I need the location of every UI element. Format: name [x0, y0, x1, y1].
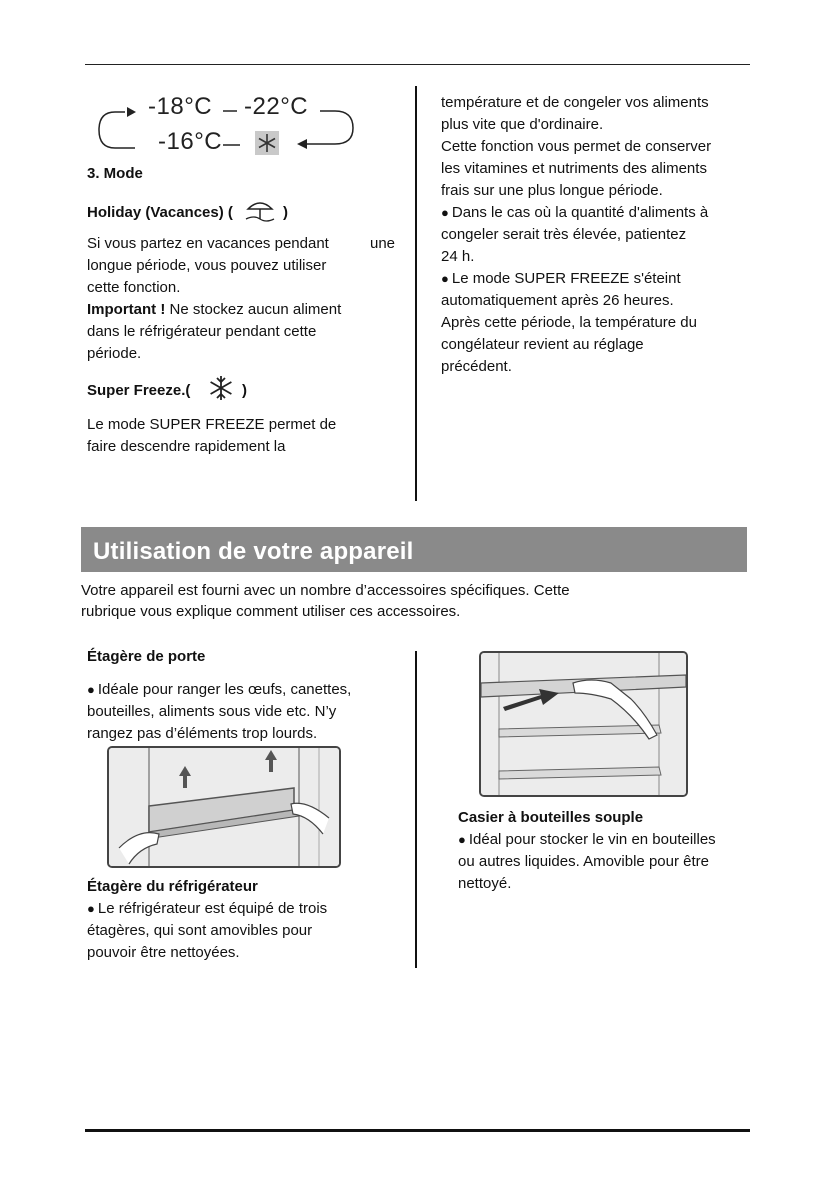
super-freeze-line-1: Le mode SUPER FREEZE permet de — [87, 416, 337, 433]
right-line-7: congélateur revient au réglage — [441, 336, 644, 353]
bottle-rack-heading: Casier à bouteilles souple — [458, 809, 644, 826]
door-shelf-line-2: bouteilles, aliments sous vide etc. N’y — [87, 703, 337, 720]
fridge-shelf-line-1: ● Le réfrigérateur est équipé de trois — [87, 898, 327, 920]
holiday-heading-close: ) — [283, 204, 288, 221]
column-divider-bottom — [415, 651, 417, 968]
bottle-rack-line-2: ou autres liquides. Amovible pour être — [458, 853, 709, 870]
fridge-shelf-heading: Étagère du réfrigérateur — [87, 878, 258, 895]
important-rest: Ne stockez aucun aliment — [165, 301, 342, 318]
right-line-3: Cette fonction vous permet de conserver — [441, 138, 712, 155]
super-freeze-line-2: faire descendre rapidement la — [87, 438, 286, 455]
door-shelf-heading: Étagère de porte — [87, 648, 206, 665]
holiday-umbrella-icon — [244, 197, 276, 223]
temperature-cycle-diagram — [95, 90, 365, 160]
section-title-banner: Utilisation de votre appareil — [81, 527, 747, 572]
section-intro-line-1: Votre appareil est fourni avec un nombre d’accessoires spécifiques. Cette — [81, 582, 570, 599]
right-bullet-1-line-2: congeler serait très élevée, patientez — [441, 226, 687, 243]
right-line-4: les vitamines et nutriments des aliments — [441, 160, 707, 177]
arrow-head-left — [297, 139, 307, 149]
door-shelf-illustration — [107, 746, 341, 868]
temp-minus-16: -16°C — [158, 128, 223, 155]
door-shelf-line-3: rangez pas d’éléments trop lourds. — [87, 725, 318, 742]
top-rule — [85, 64, 750, 65]
right-bullet-1-line-3: 24 h. — [441, 248, 475, 265]
holiday-text-line-1: Si vous partez en vacances pendant — [87, 235, 329, 252]
mode-heading: 3. Mode — [87, 165, 143, 182]
section-intro-line-2: rubrique vous explique comment utiliser ces accessoires. — [81, 603, 461, 620]
bottle-rack-line-3: nettoyé. — [458, 875, 512, 892]
right-bullet-2-line-2: automatiquement après 26 heures. — [441, 292, 674, 309]
important-line-1 — [87, 299, 341, 321]
fridge-shelf-line-3: pouvoir être nettoyées. — [87, 944, 240, 961]
arrow-head-right — [127, 107, 136, 117]
column-divider-top — [415, 86, 417, 501]
important-line-3: période. — [87, 345, 142, 362]
bottle-rack-line-1: ● Idéal pour stocker le vin en bouteilles — [458, 829, 716, 851]
temp-minus-18: -18°C — [148, 93, 213, 120]
bottom-rule — [85, 1129, 750, 1132]
holiday-text-line-3: cette fonction. — [87, 279, 181, 296]
cycle-arrow-left — [99, 112, 135, 148]
fridge-shelf-illustration — [479, 651, 688, 797]
cycle-arrow-right — [307, 111, 353, 144]
right-line-5: frais sur une plus longue période. — [441, 182, 663, 199]
holiday-heading: Holiday (Vacances) ( — [87, 204, 233, 221]
holiday-text-line-1b: une — [370, 235, 396, 252]
right-line-8: précédent. — [441, 358, 512, 375]
right-bullet-2-line-1: ● Le mode SUPER FREEZE s'éteint — [441, 268, 681, 290]
super-freeze-heading-close: ) — [242, 382, 247, 399]
right-line-1: température et de congeler vos aliments — [441, 94, 709, 111]
holiday-text-line-2: longue période, vous pouvez utiliser — [87, 257, 327, 274]
super-freeze-heading: Super Freeze.( — [87, 382, 191, 399]
right-bullet-1-line-1: ● Dans le cas où la quantité d'aliments à — [441, 202, 708, 224]
right-line-2: plus vite que d'ordinaire. — [441, 116, 604, 133]
right-line-6: Après cette période, la température du — [441, 314, 697, 331]
fridge-shelf-line-2: étagères, qui sont amovibles pour — [87, 922, 313, 939]
important-label: Important ! — [87, 301, 166, 318]
super-freeze-snowflake-icon — [207, 374, 235, 402]
temp-minus-22: -22°C — [244, 93, 309, 120]
important-line-2: dans le réfrigérateur pendant cette — [87, 323, 317, 340]
door-shelf-line-1: ● Idéale pour ranger les œufs, canettes, — [87, 679, 351, 701]
